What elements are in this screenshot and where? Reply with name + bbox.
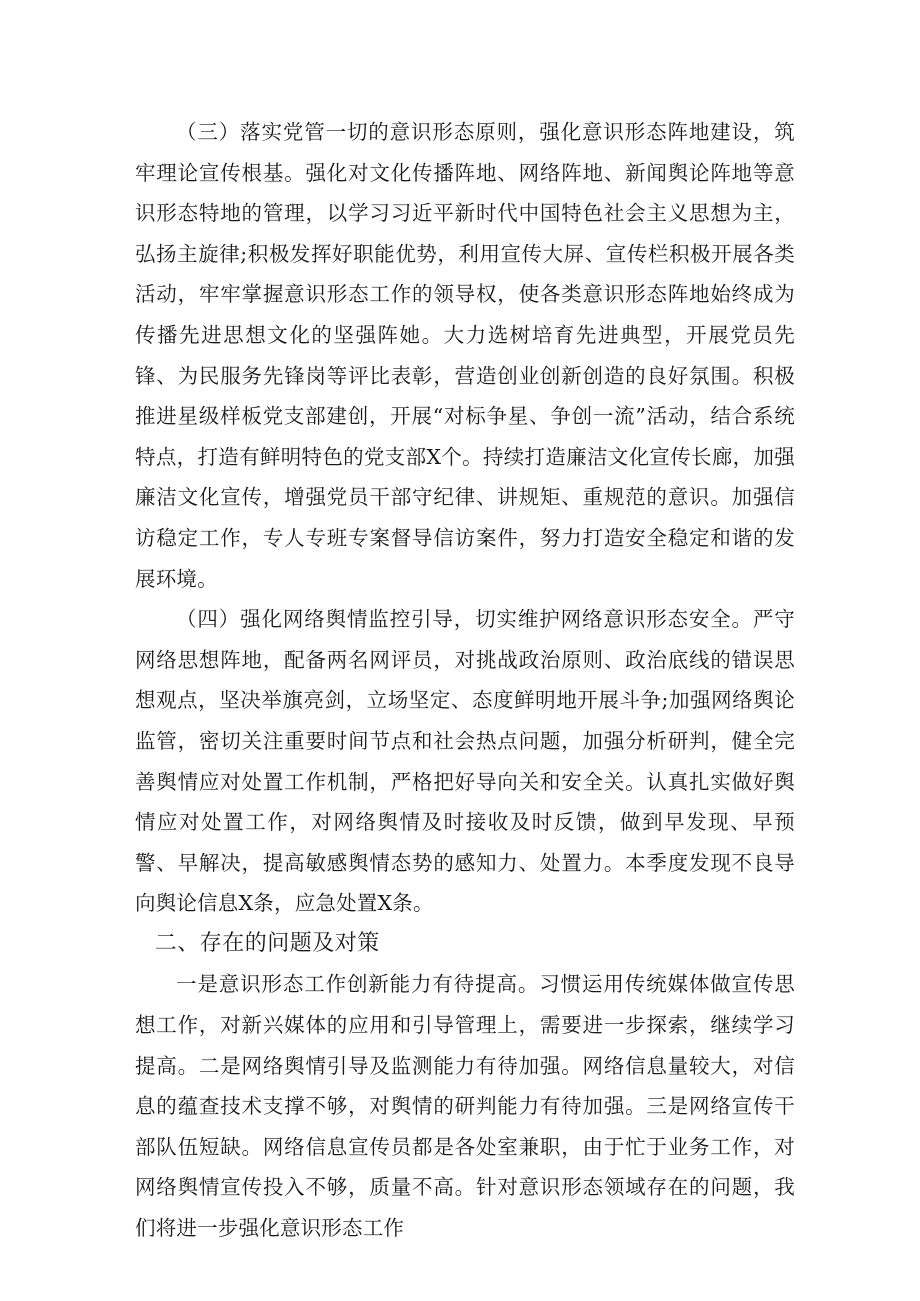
paragraph-four: （四）强化网络舆情监控引导，切实维护网络意识形态安全。严守网络思想阵地，配备两名网评员，对挑战政治原则、政治底线的错误思想观点，坚决举旗亮剑，立场坚定、态度鲜明地开展斗争;加强网络舆论监管，密切关注重要时间节点和社会热点问题，加强分析研判，健全完善舆情应对处置工作机制，严格把好导向关和安全关。认真扎实做好舆情应对处置工作，对网络舆情及时接收及时反馈，做到早发现、早预警、早解决，提高敏感舆情态势的感知力、处置力。本季度发现不良导向舆论信息X条，应急处置X条。 <box>135 607 795 916</box>
section-heading: 二、存在的问题及对策 <box>154 930 380 956</box>
paragraph-problems: 一是意识形态工作创新能力有待提高。习惯运用传统媒体做宣传思想工作，对新兴媒体的应用和引导管理上，需要进一步探索，继续学习提高。二是网络舆情引导及监测能力有待加强。网络信息量较大，对信息的蕴查技术支撑不够，对舆情的研判能力有待加强。三是网络宣传干部队伍短缺。网络信息宣传员都是各处室兼职，由于忙于业务工作，对网络舆情宣传投入不够，质量不高。针对意识形态领域存在的问题，我们将进一步强化意识形态工作 <box>135 972 795 1241</box>
document-page <box>135 112 795 1249</box>
paragraph-three: （三）落实党管一切的意识形态原则，强化意识形态阵地建设，筑牢理论宣传根基。强化对文化传播阵地、网络阵地、新闻舆论阵地等意识形态特地的管理，以学习习近平新时代中国特色社会主义思想为主，弘扬主旋律;积极发挥好职能优势，利用宣传大屏、宣传栏积极开展各类活动，牢牢掌握意识形态工作的领导权，使各类意识形态阵地始终成为传播先进思想文化的坚强阵她。大力选树培育先进典型，开展党员先锋、为民服务先锋岗等评比表彰，营造创业创新创造的良好氛围。积极推进星级样板党支部建创，开展“对标争星、争创一流”活动，结合系统特点，打造有鲜明特色的党支部X个。持续打造廉洁文化宣传长廊，加强廉洁文化宣传，增强党员干部守纪律、讲规矩、重规范的意识。加强信访稳定工作，专人专班专案督导信访案件，努力打造安全稳定和谐的发展环境。 <box>135 120 795 591</box>
